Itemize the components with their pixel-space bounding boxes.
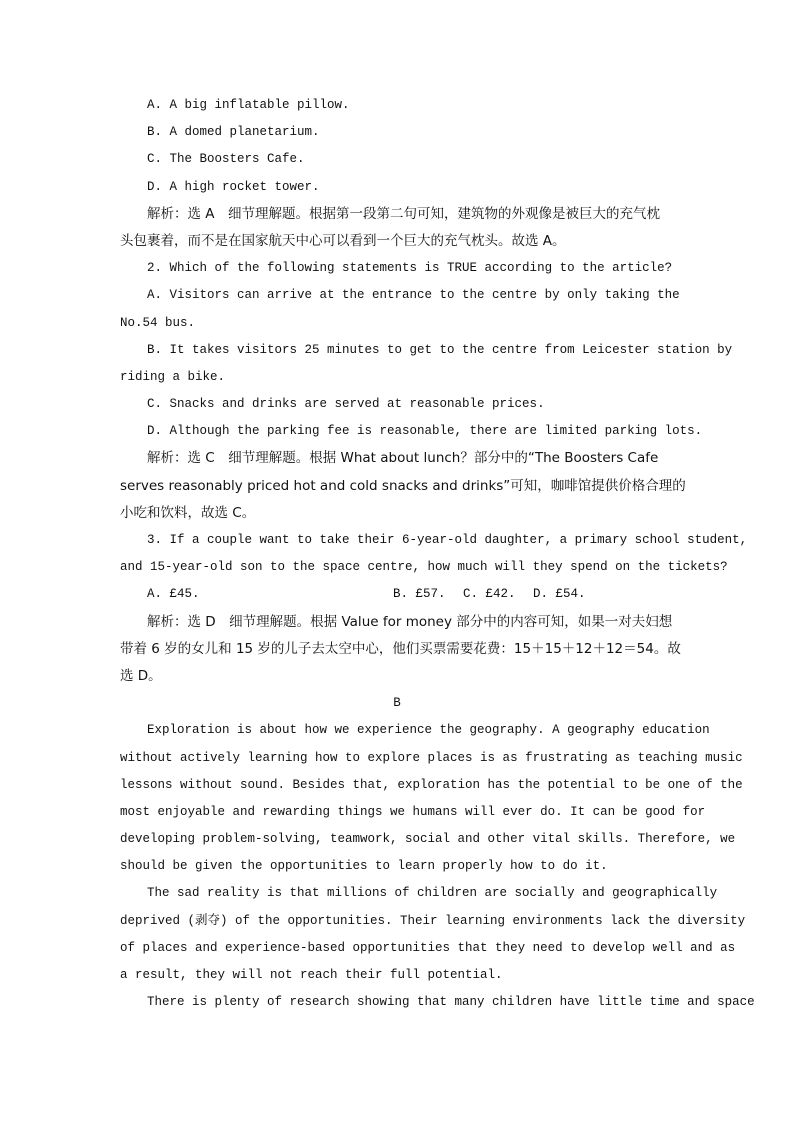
q2-option-a-line-1: A. Visitors can arrive at the entrance to the centre by only taking the	[147, 288, 680, 303]
passage-p1-line-1: Exploration is about how we experience the geography. A geography education	[147, 723, 710, 738]
q1-explanation-line-1: 解析：选 A 细节理解题。根据第一段第二句可知，建筑物的外观像是被巨大的充气枕	[147, 205, 661, 222]
q3-stem-line-2: and 15-year-old son to the space centre, how much will they spend on the tickets?	[120, 560, 728, 575]
passage-p1-line-2: without actively learning how to explore places is as frustrating as teaching music	[120, 750, 743, 765]
section-b-heading: B	[393, 696, 401, 711]
q2-explanation-line-3: 小吃和饮料，故选 C。	[120, 504, 256, 521]
q2-option-b-line-1: B. It takes visitors 25 minutes to get to the centre from Leicester station by	[147, 342, 733, 357]
q1-explanation-line-2: 头包裹着，而不是在国家航天中心可以看到一个巨大的充气枕头。故选 A。	[120, 232, 566, 249]
passage-p2-line-1: The sad reality is that millions of children are socially and geographically	[147, 886, 718, 901]
q1-option-c: C. The Boosters Cafe.	[147, 152, 305, 167]
passage-p2-line-4: a result, they will not reach their full potential.	[120, 968, 503, 982]
q2-explanation-line-2: serves reasonably priced hot and cold snacks and drinks”可知，咖啡馆提供价格合理的	[120, 477, 686, 494]
q3-explanation-line-3: 选 D。	[120, 667, 162, 684]
q3-option-d: D. £54.	[533, 587, 586, 602]
q2-option-c: C. Snacks and drinks are served at reasonable prices.	[147, 397, 545, 412]
q2-stem: 2. Which of the following statements is TRUE according to the article?	[147, 261, 673, 276]
q3-option-c: C. £42.	[463, 587, 516, 602]
q1-option-a: A. A big inflatable pillow.	[147, 98, 350, 112]
q2-option-a-line-2: No.54 bus.	[120, 315, 196, 330]
q3-option-b: B. £57.	[393, 587, 446, 602]
q3-stem-line-1: 3. If a couple want to take their 6-year-old daughter, a primary school student,	[147, 533, 748, 547]
q2-explanation-line-1: 解析：选 C 细节理解题。根据 What about lunch？部分中的“The Boosters Cafe	[147, 450, 659, 467]
q3-option-a: A. £45.	[147, 587, 200, 602]
q1-option-d: D. A high rocket tower.	[147, 179, 320, 194]
passage-p1-line-4: most enjoyable and rewarding things we humans will ever do. It can be good for	[120, 804, 706, 819]
q3-options	[120, 581, 674, 608]
q1-option-b: B. A domed planetarium.	[147, 125, 320, 140]
q3-explanation-line-2: 带着 6 岁的女儿和 15 岁的儿子去太空中心，他们买票需要花费：15＋15＋12＋12＝54。故	[120, 640, 681, 657]
passage-p3-line-1: There is plenty of research showing that many children have little time and space	[147, 995, 755, 1010]
q3-explanation-line-1: 解析：选 D 细节理解题。根据 Value for money 部分中的内容可知，如果一对夫妇想	[147, 613, 673, 630]
q2-option-b-line-2: riding a bike.	[120, 369, 226, 384]
passage-p2-line-2: deprived (剥夺) of the opportunities. Their learning environments lack the diversity	[120, 913, 746, 928]
document-page	[120, 92, 755, 1016]
passage-p1-line-6: should be given the opportunities to learn properly how to do it.	[120, 859, 608, 874]
passage-p2-line-3: of places and experience-based opportunities that they need to develop well and as	[120, 940, 736, 955]
passage-p1-line-5: developing problem-solving, teamwork, social and other vital skills. Therefore, we	[120, 832, 736, 847]
q2-option-d: D. Although the parking fee is reasonable, there are limited parking lots.	[147, 424, 703, 439]
passage-p1-line-3: lessons without sound. Besides that, exploration has the potential to be one of the	[120, 777, 743, 792]
